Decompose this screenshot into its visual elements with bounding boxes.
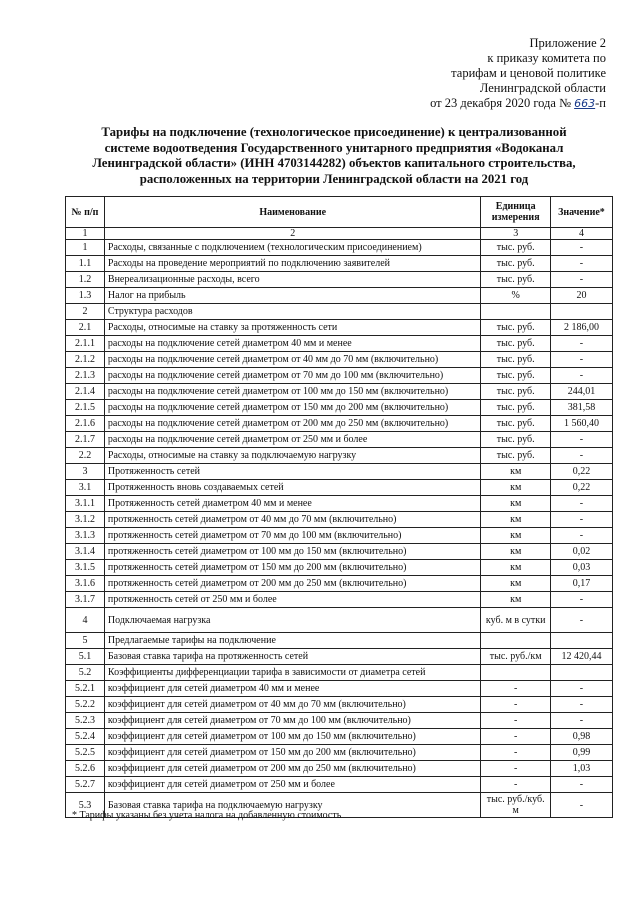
row-name: протяженность сетей диаметром от 100 мм до 150 мм (включительно): [104, 544, 481, 560]
row-unit: км: [481, 576, 550, 592]
row-name: Расходы на проведение мероприятий по подключению заявителей: [104, 256, 481, 272]
column-index-row: [66, 228, 613, 240]
row-value: 1 560,40: [550, 416, 612, 432]
row-unit: -: [481, 713, 550, 729]
row-value: [550, 304, 612, 320]
table-row: [66, 496, 613, 512]
row-name: Протяженность сетей: [104, 464, 481, 480]
row-num: 5.2.3: [66, 713, 105, 729]
row-value: 0,22: [550, 464, 612, 480]
row-name: коэффициент для сетей диаметром от 40 мм до 70 мм (включительно): [104, 697, 481, 713]
appendix-line: тарифам и ценовой политике: [451, 66, 606, 80]
row-unit: [481, 665, 550, 681]
row-name: расходы на подключение сетей диаметром от 200 мм до 250 мм (включительно): [104, 416, 481, 432]
row-unit: тыс. руб.: [481, 240, 550, 256]
row-value: -: [550, 592, 612, 608]
table-row: [66, 336, 613, 352]
tariffs-table: [65, 196, 613, 818]
row-num: 5.1: [66, 649, 105, 665]
row-value: -: [550, 496, 612, 512]
row-num: 5.2.5: [66, 745, 105, 761]
row-name: протяженность сетей диаметром от 70 мм до 100 мм (включительно): [104, 528, 481, 544]
row-value: -: [550, 697, 612, 713]
column-index: 1: [66, 228, 105, 240]
row-name: коэффициент для сетей диаметром 40 мм и менее: [104, 681, 481, 697]
row-unit: тыс. руб.: [481, 320, 550, 336]
column-index: 2: [104, 228, 481, 240]
table-row: [66, 713, 613, 729]
table-row: [66, 368, 613, 384]
table-row: [66, 384, 613, 400]
table-row: [66, 576, 613, 592]
table-row: [66, 560, 613, 576]
row-value: -: [550, 240, 612, 256]
table-row: [66, 608, 613, 633]
row-num: 3.1.1: [66, 496, 105, 512]
appendix-header: [376, 36, 606, 111]
row-unit: -: [481, 761, 550, 777]
row-name: протяженность сетей диаметром от 200 мм до 250 мм (включительно): [104, 576, 481, 592]
document-title: Тарифы на подключение (технологическое присоединение) к централизованной системе водоотведения Государственного унитарного предприятия «Водоканал Ленинградской области» (ИНН 4703144282) объектов капитального строительства, расположенных на территории Ленинградской области на 2021 год: [92, 125, 576, 186]
table-row: [66, 777, 613, 793]
table-row: [66, 480, 613, 496]
row-value: 0,99: [550, 745, 612, 761]
row-name: расходы на подключение сетей диаметром от 150 мм до 200 мм (включительно): [104, 400, 481, 416]
row-num: 5.2.7: [66, 777, 105, 793]
row-unit: %: [481, 288, 550, 304]
row-unit: тыс. руб.: [481, 272, 550, 288]
row-num: 5.2.6: [66, 761, 105, 777]
row-num: 2: [66, 304, 105, 320]
row-name: расходы на подключение сетей диаметром 40 мм и менее: [104, 336, 481, 352]
table-row: [66, 633, 613, 649]
table-row: [66, 288, 613, 304]
row-unit: тыс. руб./куб. м: [481, 793, 550, 818]
row-value: [550, 665, 612, 681]
row-name: Предлагаемые тарифы на подключение: [104, 633, 481, 649]
row-name: Базовая ставка тарифа на протяженность сетей: [104, 649, 481, 665]
row-name: протяженность сетей диаметром от 40 мм до 70 мм (включительно): [104, 512, 481, 528]
row-num: 2.1.3: [66, 368, 105, 384]
row-num: 5.2.2: [66, 697, 105, 713]
row-name: Расходы, связанные с подключением (технологическим присоединением): [104, 240, 481, 256]
row-unit: тыс. руб./км: [481, 649, 550, 665]
row-num: 2.1.6: [66, 416, 105, 432]
order-date: от 23 декабря 2020 года №: [430, 96, 572, 110]
appendix-line: Приложение 2: [529, 36, 606, 50]
row-unit: км: [481, 592, 550, 608]
header-value: Значение*: [550, 197, 612, 228]
table-row: [66, 272, 613, 288]
row-value: 0,02: [550, 544, 612, 560]
row-unit: [481, 304, 550, 320]
row-num: 1.3: [66, 288, 105, 304]
row-name: Базовая ставка тарифа на подключаемую нагрузку: [104, 793, 481, 818]
row-unit: [481, 633, 550, 649]
footnote: * Тарифы указаны без учета налога на добавленную стоимость: [72, 810, 342, 821]
row-value: [550, 633, 612, 649]
row-name: коэффициент для сетей диаметром от 200 мм до 250 мм (включительно): [104, 761, 481, 777]
row-num: 1.2: [66, 272, 105, 288]
header-name: Наименование: [104, 197, 481, 228]
row-value: -: [550, 368, 612, 384]
table-row: [66, 256, 613, 272]
table-row: [66, 761, 613, 777]
row-unit: км: [481, 512, 550, 528]
row-unit: -: [481, 777, 550, 793]
row-value: 0,22: [550, 480, 612, 496]
row-unit: -: [481, 697, 550, 713]
table-body: [66, 240, 613, 818]
appendix-line: Ленинградской области: [479, 81, 606, 95]
row-num: 3.1.4: [66, 544, 105, 560]
row-name: Налог на прибыль: [104, 288, 481, 304]
row-value: 0,03: [550, 560, 612, 576]
row-name: протяженность сетей от 250 мм и более: [104, 592, 481, 608]
table-header-row: [66, 197, 613, 228]
row-num: 3.1: [66, 480, 105, 496]
row-value: 0,17: [550, 576, 612, 592]
row-name: коэффициент для сетей диаметром от 70 мм до 100 мм (включительно): [104, 713, 481, 729]
row-num: 3: [66, 464, 105, 480]
row-unit: -: [481, 745, 550, 761]
row-name: Коэффициенты дифференциации тарифа в зависимости от диаметра сетей: [104, 665, 481, 681]
row-unit: км: [481, 560, 550, 576]
row-unit: км: [481, 496, 550, 512]
row-num: 3.1.3: [66, 528, 105, 544]
row-value: -: [550, 777, 612, 793]
row-unit: тыс. руб.: [481, 336, 550, 352]
table-row: [66, 512, 613, 528]
table-row: [66, 745, 613, 761]
row-num: 5.2.4: [66, 729, 105, 745]
row-num: 3.1.7: [66, 592, 105, 608]
row-name: Расходы, относимые на ставку за подключаемую нагрузку: [104, 448, 481, 464]
row-name: расходы на подключение сетей диаметром от 70 мм до 100 мм (включительно): [104, 368, 481, 384]
table-row: [66, 432, 613, 448]
row-unit: км: [481, 544, 550, 560]
row-name: Подключаемая нагрузка: [104, 608, 481, 633]
row-value: -: [550, 256, 612, 272]
table-row: [66, 528, 613, 544]
row-num: 4: [66, 608, 105, 633]
row-num: 2.1: [66, 320, 105, 336]
row-num: 2.1.4: [66, 384, 105, 400]
row-unit: тыс. руб.: [481, 368, 550, 384]
row-name: расходы на подключение сетей диаметром от 100 мм до 150 мм (включительно): [104, 384, 481, 400]
table-row: [66, 320, 613, 336]
row-unit: км: [481, 480, 550, 496]
row-num: 2.1.2: [66, 352, 105, 368]
order-number: 663: [574, 97, 596, 110]
row-unit: куб. м в сутки: [481, 608, 550, 633]
row-num: 5: [66, 633, 105, 649]
table-row: [66, 681, 613, 697]
row-value: -: [550, 272, 612, 288]
table-row: [66, 665, 613, 681]
row-name: Расходы, относимые на ставку за протяженность сети: [104, 320, 481, 336]
row-value: -: [550, 608, 612, 633]
row-num: 5.2.1: [66, 681, 105, 697]
row-name: коэффициент для сетей диаметром от 250 мм и более: [104, 777, 481, 793]
row-num: 1: [66, 240, 105, 256]
row-unit: тыс. руб.: [481, 432, 550, 448]
row-name: Структура расходов: [104, 304, 481, 320]
row-name: Протяженность сетей диаметром 40 мм и менее: [104, 496, 481, 512]
table-row: [66, 448, 613, 464]
row-value: -: [550, 432, 612, 448]
row-unit: км: [481, 464, 550, 480]
table-row: [66, 400, 613, 416]
row-unit: тыс. руб.: [481, 384, 550, 400]
row-num: 3.1.5: [66, 560, 105, 576]
row-num: 3.1.6: [66, 576, 105, 592]
row-name: Внереализационные расходы, всего: [104, 272, 481, 288]
column-index: 4: [550, 228, 612, 240]
row-name: расходы на подключение сетей диаметром от 250 мм и более: [104, 432, 481, 448]
row-unit: тыс. руб.: [481, 416, 550, 432]
row-value: -: [550, 512, 612, 528]
row-unit: тыс. руб.: [481, 256, 550, 272]
row-unit: тыс. руб.: [481, 448, 550, 464]
table-row: [66, 544, 613, 560]
row-value: 244,01: [550, 384, 612, 400]
order-suffix: -п: [595, 96, 606, 110]
table-row: [66, 697, 613, 713]
row-name: расходы на подключение сетей диаметром от 40 мм до 70 мм (включительно): [104, 352, 481, 368]
row-name: Протяженность вновь создаваемых сетей: [104, 480, 481, 496]
table-row: [66, 304, 613, 320]
row-unit: тыс. руб.: [481, 400, 550, 416]
row-value: -: [550, 352, 612, 368]
row-num: 5.2: [66, 665, 105, 681]
row-name: коэффициент для сетей диаметром от 150 мм до 200 мм (включительно): [104, 745, 481, 761]
table-row: [66, 592, 613, 608]
row-num: 2.1.5: [66, 400, 105, 416]
row-value: 1,03: [550, 761, 612, 777]
row-num: 2.1.1: [66, 336, 105, 352]
appendix-line: к приказу комитета по: [487, 51, 606, 65]
row-unit: -: [481, 681, 550, 697]
column-index: 3: [481, 228, 550, 240]
row-num: 5.3: [66, 793, 105, 818]
row-value: -: [550, 681, 612, 697]
table-row: [66, 240, 613, 256]
header-num: № п/п: [66, 197, 105, 228]
row-num: 2.2: [66, 448, 105, 464]
row-value: -: [550, 713, 612, 729]
appendix-date-line: [376, 96, 606, 111]
table-row: [66, 649, 613, 665]
header-unit: Единица измерения: [481, 197, 550, 228]
row-unit: км: [481, 528, 550, 544]
row-num: 3.1.2: [66, 512, 105, 528]
row-unit: тыс. руб.: [481, 352, 550, 368]
row-unit: -: [481, 729, 550, 745]
row-num: 1.1: [66, 256, 105, 272]
row-name: протяженность сетей диаметром от 150 мм до 200 мм (включительно): [104, 560, 481, 576]
table-row: [66, 729, 613, 745]
row-value: -: [550, 528, 612, 544]
row-value: -: [550, 336, 612, 352]
table-row: [66, 416, 613, 432]
row-value: -: [550, 793, 612, 818]
table-row: [66, 464, 613, 480]
row-value: 12 420,44: [550, 649, 612, 665]
table-row: [66, 352, 613, 368]
row-name: коэффициент для сетей диаметром от 100 мм до 150 мм (включительно): [104, 729, 481, 745]
row-value: 2 186,00: [550, 320, 612, 336]
row-value: 381,58: [550, 400, 612, 416]
row-num: 2.1.7: [66, 432, 105, 448]
row-value: 0,98: [550, 729, 612, 745]
row-value: 20: [550, 288, 612, 304]
row-value: -: [550, 448, 612, 464]
